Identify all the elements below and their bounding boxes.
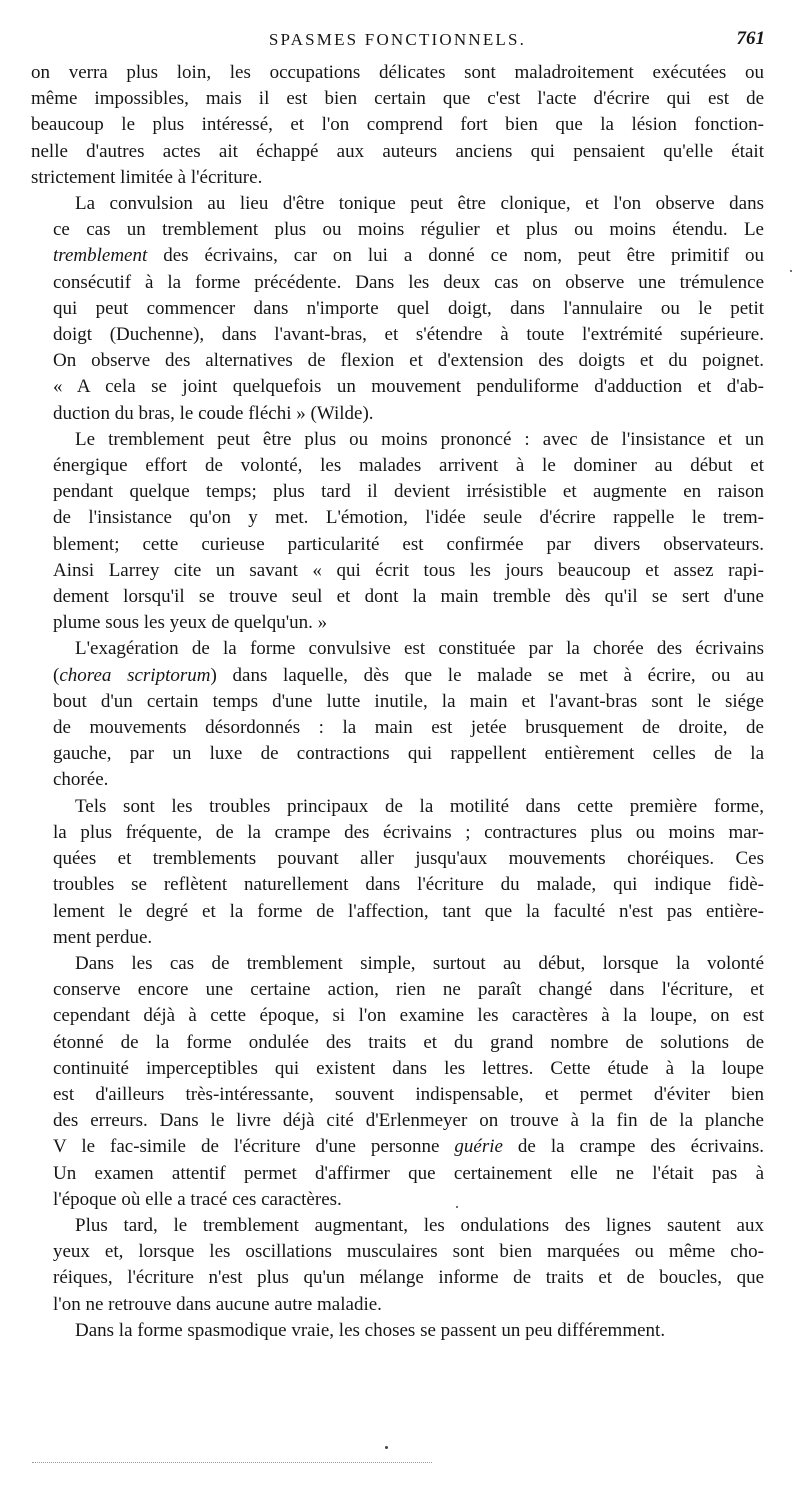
text-line: énergique effort de volonté, les malades arrivent à le dominer au début et <box>53 455 764 477</box>
text-line: troubles se reflètent naturellement dans l'écriture du malade, qui indique fidè- <box>53 874 764 896</box>
text-line: Un examen attentif permet d'affirmer que certainement elle ne l'était pas à <box>53 1162 764 1184</box>
text-line: étonné de la forme ondulée des traits et du grand nombre de solutions de <box>53 1031 764 1053</box>
ink-dot <box>385 1446 388 1449</box>
text-line: même impossibles, mais il est bien certain que c'est l'acte d'écrire qui est de <box>31 88 764 110</box>
text-line: La convulsion au lieu d'être tonique peut être clonique, et l'on observe dans <box>75 193 764 215</box>
ink-dot <box>456 1206 458 1208</box>
text-line: ment perdue. <box>53 926 153 948</box>
text-line: yeux et, lorsque les oscillations musculaires sont bien marquées ou même cho- <box>53 1241 764 1263</box>
text-line: V le fac-simile de l'écriture d'une personne guérie de la crampe des écrivains. <box>53 1136 764 1158</box>
text-line: bout d'un certain temps d'une lutte inutile, la main et l'avant-bras sont le siége <box>53 690 764 712</box>
text-line: doigt (Duchenne), dans l'avant-bras, et s'étendre à toute l'extrémité supérieure. <box>53 324 764 346</box>
text-line: blement; cette curieuse particularité est confirmée par divers observateurs. <box>53 533 764 555</box>
text-line: Tels sont les troubles principaux de la motilité dans cette première forme, <box>75 795 764 817</box>
running-head <box>30 28 765 52</box>
text-line: qui peut commencer dans n'importe quel doigt, dans l'annulaire ou le petit <box>53 297 764 319</box>
text-line: Le tremblement peut être plus ou moins prononcé : avec de l'insistance et un <box>75 428 764 450</box>
text-line: L'exagération de la forme convulsive est constituée par la chorée des écrivains <box>75 638 764 660</box>
body-text <box>31 60 764 1344</box>
text-line: strictement limitée à l'écriture. <box>31 166 263 188</box>
text-line: Dans les cas de tremblement simple, surtout au début, lorsque la volonté <box>75 952 764 974</box>
text-line: dement lorsqu'il se trouve seul et dont la main tremble dès qu'il se sert d'une <box>53 586 764 608</box>
text-line: conserve encore une certaine action, rien ne paraît changé dans l'écriture, et <box>53 979 764 1001</box>
text-line: de l'insistance qu'on y met. L'émotion, l'idée seule d'écrire rappelle le trem- <box>53 507 764 529</box>
ink-dot <box>790 270 792 272</box>
text-line: quées et tremblements pouvant aller jusqu'aux mouvements choréiques. Ces <box>53 848 764 870</box>
text-line: consécutif à la forme précédente. Dans les deux cas on observe une trémulence <box>53 271 764 293</box>
text-line: est d'ailleurs très-intéressante, souvent indispensable, et permet d'éviter bien <box>53 1083 764 1105</box>
paragraph <box>31 636 764 793</box>
paragraph <box>31 1213 764 1318</box>
text-line: tremblement des écrivains, car on lui a donné ce nom, peut être primitif ou <box>53 245 764 267</box>
paragraph <box>31 427 764 637</box>
page-number: 761 <box>736 28 765 49</box>
text-line: chorée. <box>53 769 109 791</box>
paragraph <box>31 794 764 951</box>
text-line: nelle d'autres actes ait échappé aux auteurs anciens qui pensaient qu'elle était <box>31 140 764 162</box>
text-line: on verra plus loin, les occupations délicates sont maladroitement exécutées ou <box>31 62 764 83</box>
text-line: ce cas un tremblement plus ou moins régulier et plus ou moins étendu. Le <box>53 219 764 241</box>
text-line: pendant quelque temps; plus tard il devient irrésistible et augmente en raison <box>53 481 764 503</box>
text-line: duction du bras, le coude fléchi » (Wilde). <box>53 402 374 424</box>
text-line: continuité imperceptibles qui existent dans les lettres. Cette étude à la loupe <box>53 1057 764 1079</box>
text-line: l'on ne retrouve dans aucune autre maladie. <box>53 1293 382 1315</box>
text-line: réiques, l'écriture n'est plus qu'un mélange informe de traits et de boucles, que <box>53 1267 764 1289</box>
text-line: Ainsi Larrey cite un savant « qui écrit tous les jours beaucoup et assez rapi- <box>53 559 764 581</box>
paragraph <box>31 60 764 191</box>
text-line: l'époque où elle a tracé ces caractères. <box>53 1188 342 1210</box>
text-line: « A cela se joint quelquefois un mouvement penduliforme d'adduction et d'ab- <box>53 376 764 398</box>
text-line: cependant déjà à cette époque, si l'on examine les caractères à la loupe, on est <box>53 1005 764 1027</box>
text-line: Plus tard, le tremblement augmentant, les ondulations des lignes sautent aux <box>75 1214 764 1236</box>
text-line: Dans la forme spasmodique vraie, les choses se passent un peu différemment. <box>75 1319 666 1341</box>
text-line: On observe des alternatives de flexion et d'extension des doigts et du poignet. <box>53 350 764 372</box>
text-line: de mouvements désordonnés : la main est jetée brusquement de droite, de <box>53 717 764 739</box>
text-line: lement le degré et la forme de l'affection, tant que la faculté n'est pas entière- <box>53 900 764 922</box>
text-line: gauche, par un luxe de contractions qui rappellent entièrement celles de la <box>53 743 764 765</box>
text-line: des erreurs. Dans le livre déjà cité d'Erlenmeyer on trouve à la fin de la planche <box>53 1110 764 1132</box>
paragraph <box>31 191 764 427</box>
text-line: (chorea scriptorum) dans laquelle, dès que le malade se met à écrire, ou au <box>53 664 764 686</box>
bottom-margin-marks <box>32 1462 432 1467</box>
text-line: la plus fréquente, de la crampe des écrivains ; contractures plus ou moins mar- <box>53 821 764 843</box>
running-title: SPASMES FONCTIONNELS. <box>268 30 527 49</box>
paragraph <box>31 1318 764 1344</box>
text-line: plume sous les yeux de quelqu'un. » <box>53 612 328 634</box>
paragraph <box>31 951 764 1213</box>
text-line: beaucoup le plus intéressé, et l'on comprend fort bien que la lésion fonction- <box>31 114 764 136</box>
